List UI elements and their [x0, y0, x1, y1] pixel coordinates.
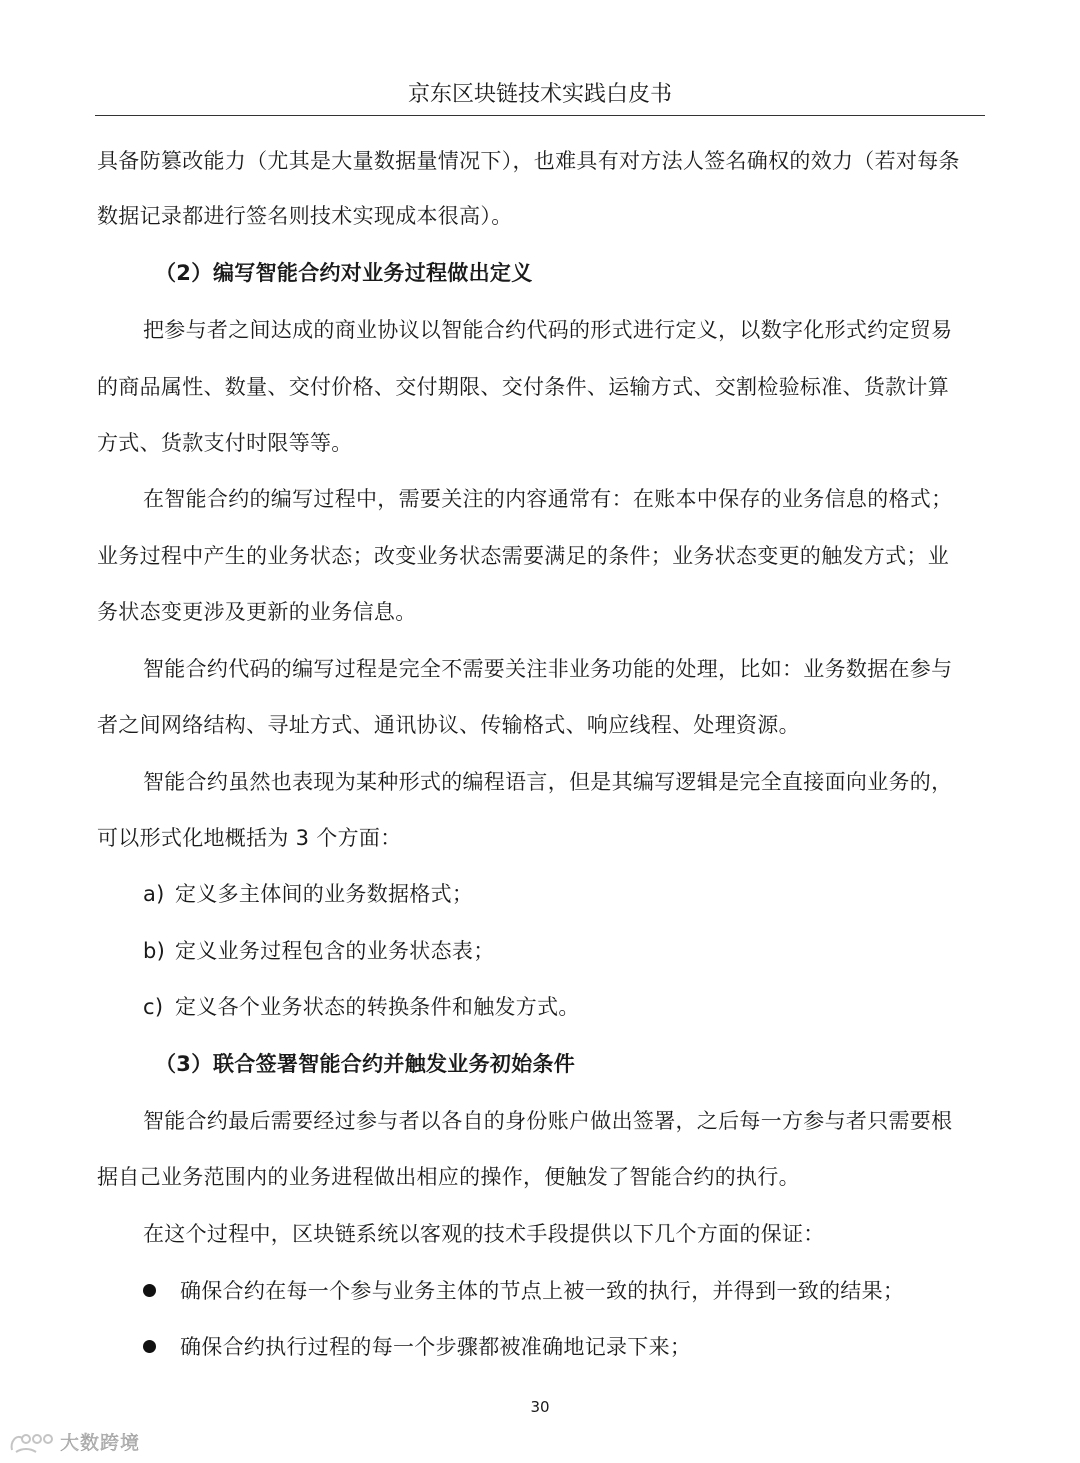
list-item — [143, 936, 495, 966]
section-heading-2 — [155, 258, 533, 288]
list-item-label: c) — [143, 995, 164, 1019]
paragraph-line: 业务过程中产生的业务状态；改变业务状态需要满足的条件；业务状态变更的触发方式；业 — [97, 544, 949, 568]
paragraph-line: 智能合约最后需要经过参与者以各自的身份账户做出签署，之后每一方参与者只需要根 — [143, 1109, 953, 1133]
list-item — [143, 992, 580, 1022]
section-title: 联合签署智能合约并触发业务初始条件 — [213, 1052, 576, 1076]
list-item-text: 定义多主体间的业务数据格式； — [175, 882, 474, 906]
bullet-dot-icon — [143, 1340, 156, 1353]
document-header-title: 京东区块链技术实践白皮书 — [407, 82, 672, 107]
paragraph-line: 务状态变更涉及更新的业务信息。 — [97, 600, 417, 624]
paragraph-line: 具备防篡改能力（尤其是大量数据量情况下），也难具有对方法人签名确权的效力（若对每条 — [97, 149, 960, 173]
watermark-text: 大数跨境 — [60, 1432, 141, 1454]
section-title: 编写智能合约对业务过程做出定义 — [213, 261, 533, 285]
paragraph-line: 智能合约虽然也表现为某种形式的编程语言，但是其编写逻辑是完全直接面向业务的， — [143, 770, 953, 794]
section-number: （3） — [155, 1052, 213, 1076]
paragraph-line: 的商品属性、数量、交付价格、交付期限、交付条件、运输方式、交割检验标准、货款计算 — [97, 375, 949, 399]
bullet-item-text: 确保合约在每一个参与业务主体的节点上被一致的执行，并得到一致的结果； — [180, 1279, 905, 1303]
list-item — [143, 879, 473, 909]
watermark — [8, 1430, 140, 1456]
watermark-logo-icon — [8, 1430, 54, 1456]
section-heading-3 — [155, 1049, 575, 1079]
paragraph-line: 方式、货款支付时限等等。 — [97, 431, 353, 455]
paragraph-line: 在智能合约的编写过程中，需要关注的内容通常有：在账本中保存的业务信息的格式； — [143, 487, 953, 511]
bullet-dot-icon — [143, 1284, 156, 1297]
paragraph-line: 智能合约代码的编写过程是完全不需要关注非业务功能的处理，比如：业务数据在参与 — [143, 657, 953, 681]
section-number: （2） — [155, 261, 213, 285]
paragraph-line: 据自己业务范围内的业务进程做出相应的操作，便触发了智能合约的执行。 — [97, 1165, 800, 1189]
list-item-label: a) — [143, 882, 165, 906]
paragraph-line: 在这个过程中，区块链系统以客观的技术手段提供以下几个方面的保证： — [143, 1222, 825, 1246]
paragraph-line: 把参与者之间达成的商业协议以智能合约代码的形式进行定义，以数字化形式约定贸易 — [143, 318, 953, 342]
bullet-item-text: 确保合约执行过程的每一个步骤都被准确地记录下来； — [180, 1335, 692, 1359]
paragraph-line: 者之间网络结构、寻址方式、通讯协议、传输格式、响应线程、处理资源。 — [97, 713, 800, 737]
page-number: 30 — [530, 1398, 550, 1416]
list-item-text: 定义各个业务状态的转换条件和触发方式。 — [175, 995, 580, 1019]
list-item-text: 定义业务过程包含的业务状态表； — [175, 939, 495, 963]
paragraph-line: 数据记录都进行签名则技术实现成本很高）。 — [97, 204, 513, 228]
list-item-label: b) — [143, 939, 166, 963]
header-divider — [95, 115, 985, 116]
paragraph-line: 可以形式化地概括为 3 个方面： — [97, 826, 402, 850]
